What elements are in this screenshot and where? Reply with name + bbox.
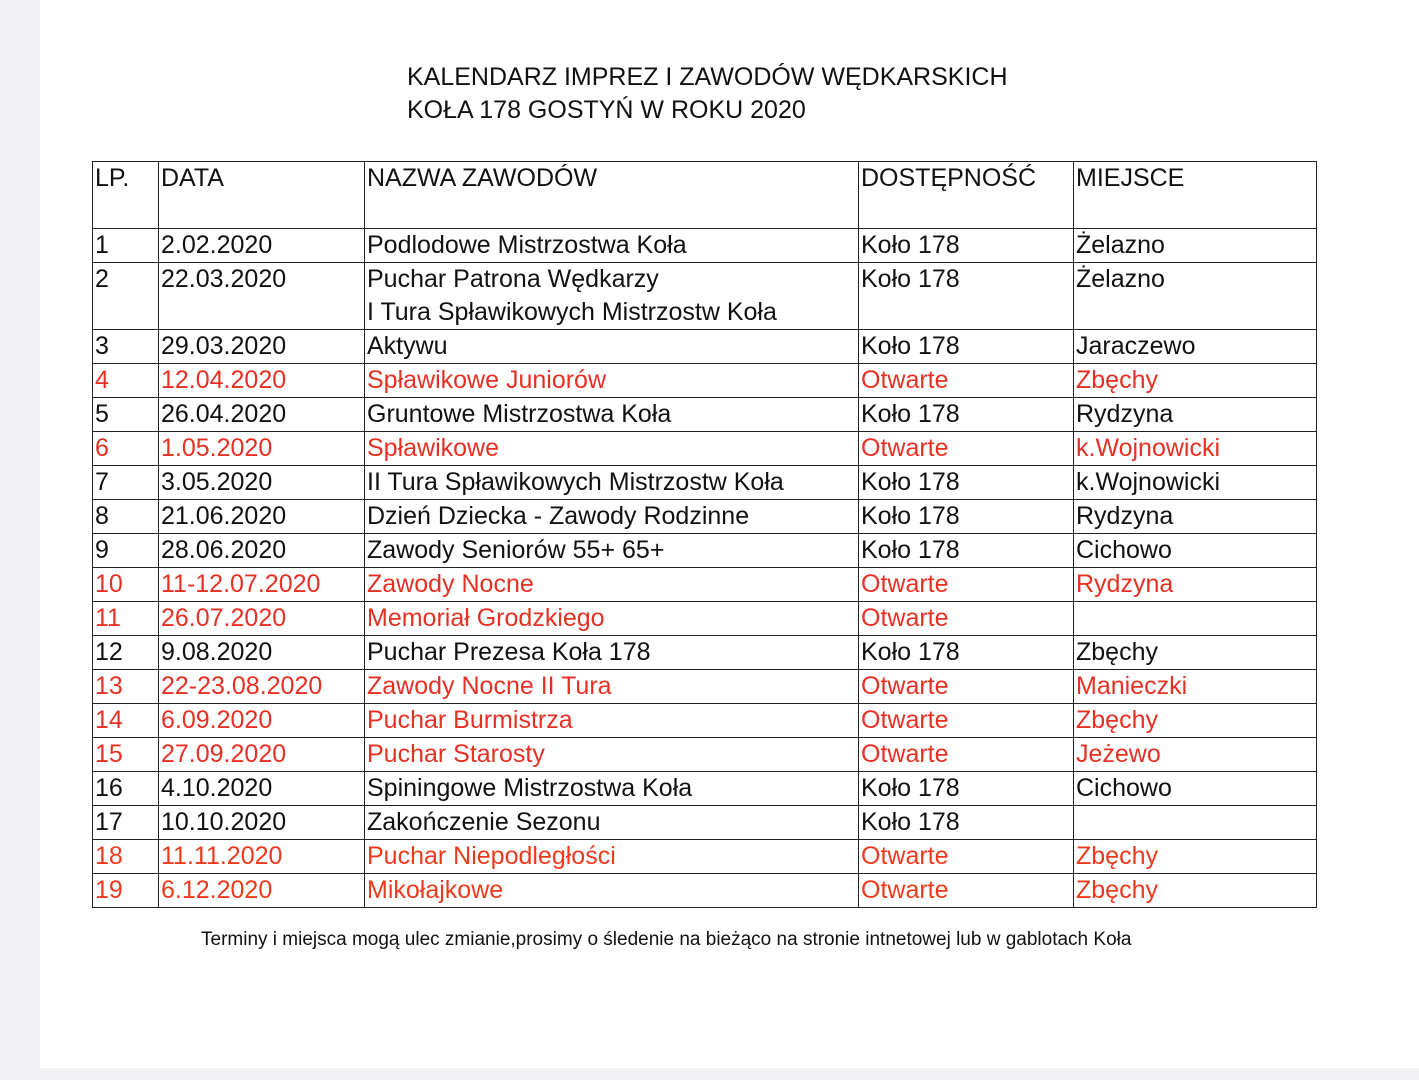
- cell-access: Otwarte: [859, 840, 1074, 874]
- cell-place: Manieczki: [1074, 670, 1317, 704]
- cell-lp: 12: [93, 636, 159, 670]
- table-row: [93, 772, 1317, 806]
- cell-date: 29.03.2020: [159, 330, 365, 364]
- footer-note: Terminy i miejsca mogą ulec zmianie,prosimy o śledenie na bieżąco na stronie intnetowej lub w gablotach Koła: [201, 929, 1132, 950]
- cell-date: 28.06.2020: [159, 534, 365, 568]
- cell-name: [365, 263, 859, 330]
- cell-lp: 11: [93, 602, 159, 636]
- cell-name: Spławikowe: [365, 432, 859, 466]
- table-row: [93, 704, 1317, 738]
- cell-name-line-1: Puchar Patrona Wędkarzy: [367, 265, 659, 293]
- cell-access: Otwarte: [859, 670, 1074, 704]
- header-access: DOSTĘPNOŚĆ: [859, 162, 1074, 229]
- table-header-row: [93, 162, 1317, 229]
- table-row: [93, 432, 1317, 466]
- table-row: [93, 840, 1317, 874]
- table-row: [93, 229, 1317, 263]
- cell-place: Rydzyna: [1074, 568, 1317, 602]
- table-row: [93, 602, 1317, 636]
- cell-name: Dzień Dziecka - Zawody Rodzinne: [365, 500, 859, 534]
- cell-access: Koło 178: [859, 398, 1074, 432]
- cell-access: Koło 178: [859, 772, 1074, 806]
- cell-date: 3.05.2020: [159, 466, 365, 500]
- table-row: [93, 568, 1317, 602]
- header-name: NAZWA ZAWODÓW: [365, 162, 859, 229]
- cell-lp: 10: [93, 568, 159, 602]
- cell-place: Cichowo: [1074, 772, 1317, 806]
- cell-place: Zbęchy: [1074, 704, 1317, 738]
- cell-access: Otwarte: [859, 568, 1074, 602]
- cell-name: Puchar Niepodległości: [365, 840, 859, 874]
- cell-lp: 15: [93, 738, 159, 772]
- cell-place: Rydzyna: [1074, 398, 1317, 432]
- cell-place: k.Wojnowicki: [1074, 432, 1317, 466]
- cell-date: 11-12.07.2020: [159, 568, 365, 602]
- cell-lp: 19: [93, 874, 159, 908]
- table-row: [93, 466, 1317, 500]
- header-lp: LP.: [93, 162, 159, 229]
- cell-access: Otwarte: [859, 738, 1074, 772]
- cell-place: Zbęchy: [1074, 840, 1317, 874]
- cell-access: Otwarte: [859, 432, 1074, 466]
- table-row: [93, 330, 1317, 364]
- cell-lp: 2: [93, 263, 159, 330]
- cell-lp: 4: [93, 364, 159, 398]
- cell-access: Koło 178: [859, 229, 1074, 263]
- title-line-2: KOŁA 178 GOSTYŃ W ROKU 2020: [407, 96, 806, 124]
- cell-name: II Tura Spławikowych Mistrzostw Koła: [365, 466, 859, 500]
- cell-place: [1074, 806, 1317, 840]
- cell-name: Puchar Starosty: [365, 738, 859, 772]
- cell-lp: 8: [93, 500, 159, 534]
- cell-access: Koło 178: [859, 500, 1074, 534]
- table-row: [93, 806, 1317, 840]
- cell-lp: 9: [93, 534, 159, 568]
- cell-name: Gruntowe Mistrzostwa Koła: [365, 398, 859, 432]
- cell-place: Zbęchy: [1074, 874, 1317, 908]
- table-row: [93, 500, 1317, 534]
- cell-date: 10.10.2020: [159, 806, 365, 840]
- cell-date: 27.09.2020: [159, 738, 365, 772]
- table-row: [93, 263, 1317, 330]
- cell-name: Zakończenie Sezonu: [365, 806, 859, 840]
- cell-date: 6.09.2020: [159, 704, 365, 738]
- cell-place: Zbęchy: [1074, 364, 1317, 398]
- cell-date: 12.04.2020: [159, 364, 365, 398]
- cell-lp: 14: [93, 704, 159, 738]
- cell-place: Jaraczewo: [1074, 330, 1317, 364]
- cell-date: 6.12.2020: [159, 874, 365, 908]
- cell-name: Spiningowe Mistrzostwa Koła: [365, 772, 859, 806]
- cell-date: 26.04.2020: [159, 398, 365, 432]
- table-row: [93, 534, 1317, 568]
- header-date: DATA: [159, 162, 365, 229]
- cell-date: 21.06.2020: [159, 500, 365, 534]
- cell-access: Otwarte: [859, 364, 1074, 398]
- cell-access: Koło 178: [859, 806, 1074, 840]
- cell-name: Spławikowe Juniorów: [365, 364, 859, 398]
- cell-place: Jeżewo: [1074, 738, 1317, 772]
- cell-date: 26.07.2020: [159, 602, 365, 636]
- cell-place: k.Wojnowicki: [1074, 466, 1317, 500]
- table-row: [93, 364, 1317, 398]
- cell-place: Żelazno: [1074, 229, 1317, 263]
- cell-access: Koło 178: [859, 330, 1074, 364]
- cell-name: Puchar Prezesa Koła 178: [365, 636, 859, 670]
- table-row: [93, 670, 1317, 704]
- page-title: [407, 61, 1008, 127]
- cell-access: Otwarte: [859, 704, 1074, 738]
- cell-name: Puchar Burmistrza: [365, 704, 859, 738]
- cell-lp: 3: [93, 330, 159, 364]
- title-line-1: KALENDARZ IMPREZ I ZAWODÓW WĘDKARSKICH: [407, 63, 1008, 91]
- cell-lp: 1: [93, 229, 159, 263]
- cell-lp: 7: [93, 466, 159, 500]
- cell-name: Podlodowe Mistrzostwa Koła: [365, 229, 859, 263]
- cell-place: Rydzyna: [1074, 500, 1317, 534]
- cell-name: Memoriał Grodzkiego: [365, 602, 859, 636]
- cell-lp: 16: [93, 772, 159, 806]
- cell-name: Zawody Nocne: [365, 568, 859, 602]
- cell-lp: 18: [93, 840, 159, 874]
- table-row: [93, 636, 1317, 670]
- cell-date: 4.10.2020: [159, 772, 365, 806]
- table-row: [93, 738, 1317, 772]
- cell-name: Zawody Nocne II Tura: [365, 670, 859, 704]
- cell-name: Aktywu: [365, 330, 859, 364]
- cell-access: Otwarte: [859, 602, 1074, 636]
- cell-place: Cichowo: [1074, 534, 1317, 568]
- cell-access: Koło 178: [859, 534, 1074, 568]
- cell-date: 2.02.2020: [159, 229, 365, 263]
- cell-name-line-2: I Tura Spławikowych Mistrzostw Koła: [367, 298, 777, 326]
- cell-name: Zawody Seniorów 55+ 65+: [365, 534, 859, 568]
- cell-place: Żelazno: [1074, 263, 1317, 330]
- cell-date: 9.08.2020: [159, 636, 365, 670]
- cell-place: Zbęchy: [1074, 636, 1317, 670]
- cell-date: 22.03.2020: [159, 263, 365, 330]
- table-row: [93, 398, 1317, 432]
- cell-access: Otwarte: [859, 874, 1074, 908]
- cell-place: [1074, 602, 1317, 636]
- cell-lp: 6: [93, 432, 159, 466]
- table-row: [93, 874, 1317, 908]
- cell-access: Koło 178: [859, 466, 1074, 500]
- cell-date: 22-23.08.2020: [159, 670, 365, 704]
- cell-date: 1.05.2020: [159, 432, 365, 466]
- cell-lp: 17: [93, 806, 159, 840]
- header-place: MIEJSCE: [1074, 162, 1317, 229]
- cell-access: Koło 178: [859, 263, 1074, 330]
- events-table: [92, 161, 1317, 908]
- cell-name: Mikołajkowe: [365, 874, 859, 908]
- cell-date: 11.11.2020: [159, 840, 365, 874]
- cell-lp: 5: [93, 398, 159, 432]
- cell-access: Koło 178: [859, 636, 1074, 670]
- cell-lp: 13: [93, 670, 159, 704]
